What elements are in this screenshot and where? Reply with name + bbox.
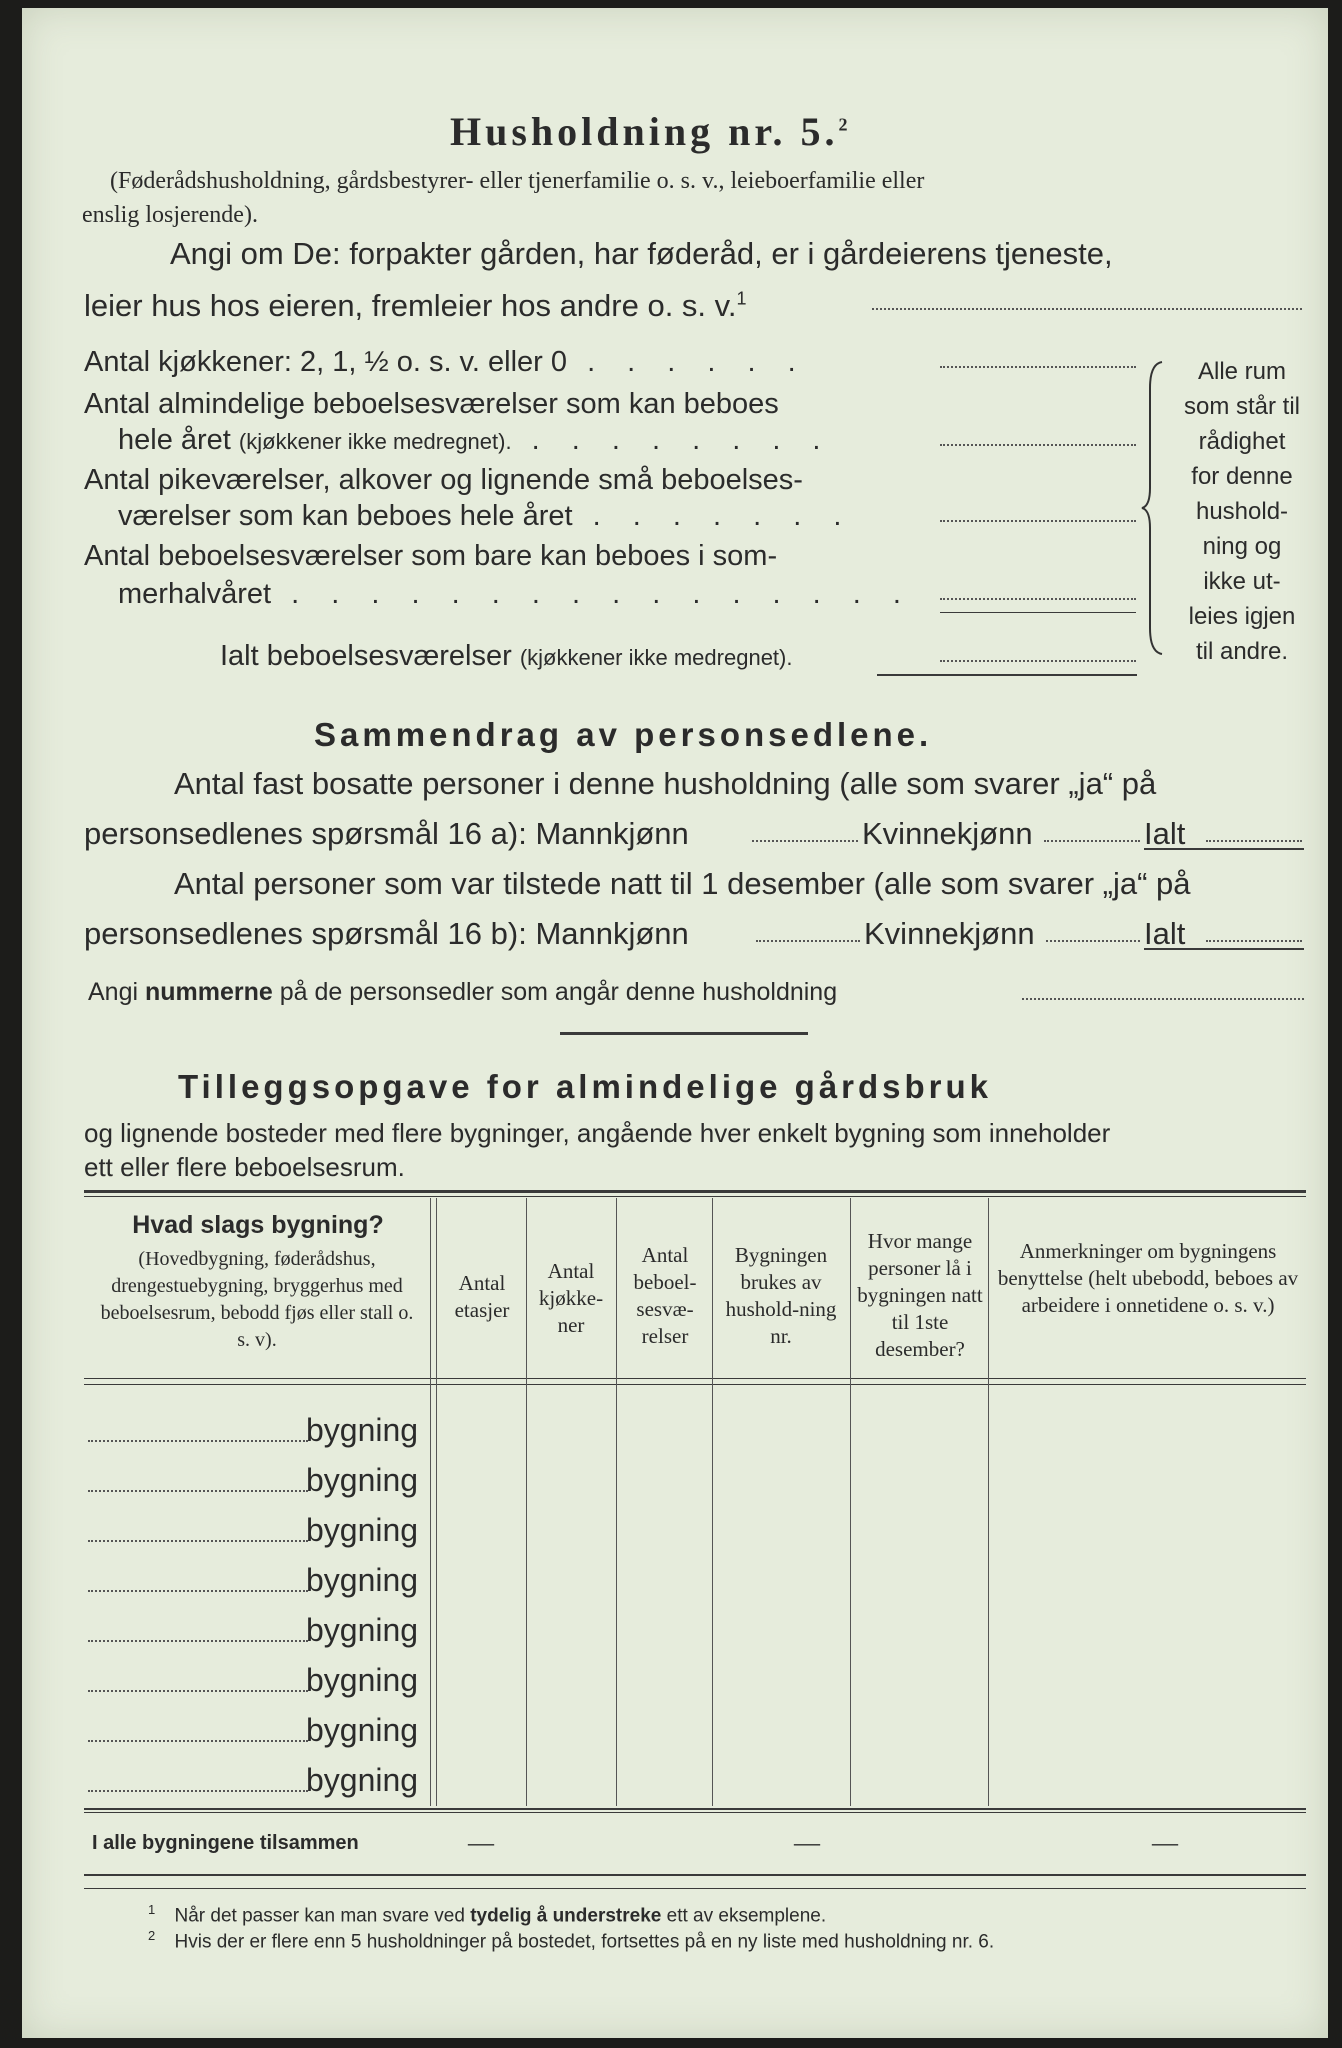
summary-q1-line1: Antal fast bosatte personer i denne husholdning (alle som svarer „ja“ på <box>174 766 1157 801</box>
col-divider <box>712 1198 713 1806</box>
q2-total-answer[interactable] <box>1206 940 1302 942</box>
supplement-desc-2: ett eller flere beboelsesrum. <box>84 1152 405 1182</box>
summary-q1-line2: personsedlenes spørsmål 16 a): Mannkjønn <box>84 816 689 851</box>
col-header-remarks: Anmerkninger om bygningens benyttelse (helt ubebodd, beboes av arbeidere i onnetidene o. s. v.) <box>997 1239 1299 1317</box>
row-answer-line[interactable] <box>88 1440 308 1442</box>
ordinary-note: (kjøkkener ikke medregnet). <box>238 429 512 454</box>
side-note-line: hushold- <box>1195 498 1289 525</box>
numbers-question <box>88 978 837 1007</box>
brace-icon <box>1140 358 1170 658</box>
household-subtitle-1: (Føderådshusholdning, gårdsbestyrer- eller tjenerfamilie o. s. v., leieboerfamilie eller <box>110 168 925 194</box>
table-row: bygning <box>306 1712 419 1748</box>
total-dash-remarks: — <box>1152 1828 1178 1857</box>
table-end-rule <box>84 1874 1306 1876</box>
summer-rooms-q1: Antal beboelsesværelser som bare kan beboes i som- <box>84 540 778 572</box>
summer-rooms-answer-line[interactable] <box>940 598 1136 600</box>
summary-q2-line1: Antal personer som var tilstede natt til 1 desember (alle som svarer „ja“ på <box>174 866 1191 901</box>
side-note-line: rådighet <box>1198 428 1286 455</box>
total-dash-household: — <box>794 1828 820 1857</box>
angi-line-2 <box>84 288 746 324</box>
col-header-rooms: Antal beboel-sesvæ-relser <box>633 1243 697 1348</box>
side-note-line: leies igjen <box>1188 603 1296 630</box>
col-divider <box>526 1198 527 1806</box>
col-header-household: Bygningen brukes av hushold-ning nr. <box>725 1243 837 1348</box>
total-note: (kjøkkener ikke medregnet). <box>519 645 793 670</box>
row-answer-line[interactable] <box>88 1740 308 1742</box>
q2-female-label: Kvinnekjønn <box>864 916 1035 951</box>
footnote-2-text: Hvis der er flere enn 5 husholdninger på bostedet, fortsettes på en ny liste med husholdning nr. 6. <box>174 1931 995 1953</box>
angi-line-2-text: leier hus hos eieren, fremleier hos andre o. s. v. <box>84 288 737 323</box>
census-form-sheet <box>22 8 1328 2038</box>
side-note-line: ikke ut- <box>1203 568 1281 595</box>
side-note-line: Alle rum <box>1197 358 1287 385</box>
table-bottom-rule <box>84 1808 1306 1810</box>
table-total-label: I alle bygningene tilsammen <box>92 1832 359 1854</box>
ordinary-rooms-q1: Antal almindelige beboelsesværelser som kan beboes <box>84 388 779 420</box>
kitchens-question: Antal kjøkkener: 2, 1, ½ o. s. v. eller 0 . . . . . . <box>84 346 808 378</box>
title-text: Husholdning nr. 5. <box>450 109 839 154</box>
ordinary-rooms-answer-line[interactable] <box>940 444 1136 446</box>
side-note-line: til andre. <box>1195 638 1289 665</box>
q1-total-label: Ialt <box>1144 816 1186 851</box>
col-divider <box>436 1198 437 1806</box>
footnote-2-num: 2 <box>148 1928 156 1943</box>
supplement-desc-1: og lignende bosteder med flere bygninger, angående hver enkelt bygning som inneholder <box>84 1118 1111 1148</box>
footnote-1-num: 1 <box>148 1902 156 1917</box>
col-header-floors: Antal etasjer <box>454 1271 510 1322</box>
ordinary-rooms-q2: hele året (kjøkkener ikke medregnet). . . . . . . . . <box>118 424 833 456</box>
row-answer-line[interactable] <box>88 1540 308 1542</box>
col1-title: Hvad slags bygning? <box>132 1211 384 1239</box>
col-header-persons: Hvor mange personer lå i bygningen natt til 1ste desember? <box>857 1229 983 1361</box>
maid-rooms-answer-line[interactable] <box>940 520 1136 522</box>
q2-total-underline <box>1144 948 1304 950</box>
col1-subtitle: (Hovedbygning, føderådshus, drengestuebygning, bryggerhus med beboelsesrum, bebodd fjøs eller stall o. s. v). <box>100 1248 414 1351</box>
side-note-line: for denne <box>1191 463 1293 490</box>
maid-rooms-q1: Antal pikeværelser, alkover og lignende små beboelses- <box>84 464 803 496</box>
summary-title: Sammendrag av personsedlene. <box>314 716 933 753</box>
footnote-rule <box>84 1888 1306 1889</box>
section-divider <box>560 1032 808 1035</box>
total-label-text: Ialt beboelsesværelser <box>220 640 512 672</box>
total-row-rule <box>84 1812 1306 1813</box>
household-title <box>450 108 851 155</box>
q1-female-answer[interactable] <box>1044 840 1140 842</box>
numbers-answer-line[interactable] <box>1022 998 1304 1000</box>
angi-line-1: Angi om De: forpakter gården, har føderåd, er i gårdeierens tjeneste, <box>170 236 1113 271</box>
summer-rooms-q2: merhalvåret . . . . . . . . . . . . . . . . <box>118 578 913 610</box>
total-rooms-underline <box>877 674 1137 676</box>
total-dash-floors: — <box>468 1828 494 1857</box>
q1-total-answer[interactable] <box>1206 840 1302 842</box>
household-subtitle-2: enslig losjerende). <box>82 202 258 228</box>
numbers-bold: nummerne <box>145 978 273 1006</box>
col-divider <box>988 1198 989 1806</box>
footnote-1-post: ett av eksemplene. <box>666 1905 827 1927</box>
summer-line2-text: merhalvåret <box>118 578 272 610</box>
side-note-line: ning og <box>1202 533 1282 560</box>
q2-male-answer[interactable] <box>756 940 860 942</box>
side-note <box>1172 354 1312 669</box>
rooms-sum-rule <box>940 612 1136 613</box>
row-answer-line[interactable] <box>88 1490 308 1492</box>
angi-footnote-mark: 1 <box>736 288 747 309</box>
summary-q2-line2: personsedlenes spørsmål 16 b): Mannkjønn <box>84 916 689 951</box>
maid-rooms-q2: værelser som kan beboes hele året . . . . . . . <box>118 500 854 532</box>
row-answer-line[interactable] <box>88 1640 308 1642</box>
title-footnote-mark: 2 <box>838 114 852 135</box>
numbers-prefix: Angi <box>88 978 139 1006</box>
table-row: bygning <box>306 1762 419 1798</box>
footnote-1-bold: tydelig å understreke <box>470 1905 662 1927</box>
table-top-rule-2 <box>84 1196 1306 1197</box>
table-header-rule-2 <box>84 1384 1306 1385</box>
table-row: bygning <box>306 1512 419 1548</box>
col-divider <box>616 1198 617 1806</box>
table-top-rule <box>84 1190 1306 1193</box>
col-header-kitchens: Antal kjøkke-ner <box>538 1259 604 1337</box>
numbers-rest: på de personsedler som angår denne husholdning <box>279 978 838 1006</box>
maid-line2-text: værelser som kan beboes hele året <box>118 500 573 532</box>
row-answer-line[interactable] <box>88 1690 308 1692</box>
side-note-line: som står til <box>1183 393 1300 420</box>
q2-female-answer[interactable] <box>1046 940 1140 942</box>
angi-answer-line[interactable] <box>872 308 1302 310</box>
kitchens-answer-line[interactable] <box>940 366 1136 368</box>
table-row: bygning <box>306 1612 419 1648</box>
row-answer-line[interactable] <box>88 1790 308 1792</box>
col-divider <box>430 1198 431 1806</box>
footnote-1-pre: Når det passer kan man svare ved <box>174 1905 465 1927</box>
footnote-1 <box>148 1902 826 1927</box>
q1-male-answer[interactable] <box>752 840 858 842</box>
table-header-rule <box>84 1378 1306 1379</box>
total-rooms-answer-line[interactable] <box>940 660 1136 662</box>
table-row: bygning <box>306 1562 419 1598</box>
q1-total-underline <box>1144 848 1304 850</box>
row-answer-line[interactable] <box>88 1590 308 1592</box>
q1-female-label: Kvinnekjønn <box>862 816 1033 851</box>
table-row: bygning <box>306 1662 419 1698</box>
ordinary-line2-text: hele året <box>118 424 231 456</box>
kitchens-label: Antal kjøkkener: 2, 1, ½ o. s. v. eller 0 <box>84 346 568 378</box>
table-row: bygning <box>306 1462 419 1498</box>
table-row: bygning <box>306 1412 419 1448</box>
q2-total-label: Ialt <box>1144 916 1186 951</box>
col-divider <box>850 1198 851 1806</box>
total-rooms-label <box>220 640 792 673</box>
footnote-2 <box>148 1928 994 1953</box>
supplement-title: Tilleggsopgave for almindelige gårdsbruk <box>178 1068 993 1105</box>
